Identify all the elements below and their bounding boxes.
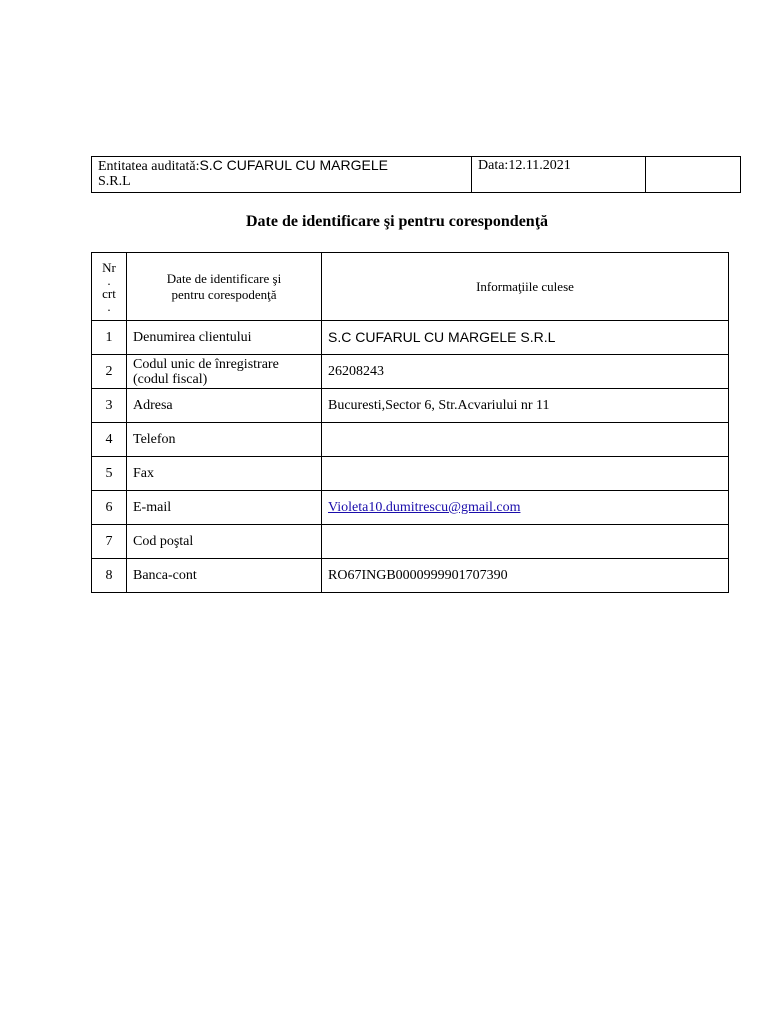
table-row <box>92 559 729 593</box>
audit-date-label: Data: <box>478 158 509 173</box>
row-field-label <box>127 355 322 389</box>
audited-entity-name: S.C CUFARUL CU MARGELE <box>199 157 388 173</box>
audited-entity-cell <box>92 157 472 193</box>
audit-header-row <box>92 157 741 193</box>
table-row <box>92 457 729 491</box>
row-number: 6 <box>92 491 127 525</box>
row-value <box>322 491 729 525</box>
row-value <box>322 525 729 559</box>
row-number: 1 <box>92 321 127 355</box>
table-row <box>92 321 729 355</box>
header-field-line: pentru corespodenţă <box>171 286 277 302</box>
header-info-collected: Informaţiile culese <box>322 253 729 321</box>
row-field-label-line: (codul fiscal) <box>133 371 208 387</box>
audited-entity-name-suffix: S.R.L <box>98 174 131 189</box>
row-field-label: Telefon <box>127 423 322 457</box>
table-row <box>92 491 729 525</box>
row-field-label-line: Codul unic de înregistrare <box>133 356 279 372</box>
row-field-label: Cod poştal <box>127 525 322 559</box>
row-number: 4 <box>92 423 127 457</box>
table-header-row <box>92 253 729 321</box>
header-field-line: Date de identificare şi <box>166 270 282 286</box>
identification-table <box>91 252 729 593</box>
row-field-label: Denumirea clientului <box>127 321 322 355</box>
row-number: 7 <box>92 525 127 559</box>
row-value: Bucuresti,Sector 6, Str.Acvariului nr 11 <box>322 389 729 423</box>
table-row <box>92 525 729 559</box>
audit-date-cell <box>472 157 646 193</box>
row-number: 2 <box>92 355 127 389</box>
row-number: 5 <box>92 457 127 491</box>
header-nr-part: crt <box>102 285 116 301</box>
row-value <box>322 321 729 355</box>
row-value <box>322 423 729 457</box>
row-number: 3 <box>92 389 127 423</box>
audit-header-table <box>91 156 741 193</box>
header-nr-part: . <box>107 298 111 314</box>
row-field-label: Banca-cont <box>127 559 322 593</box>
email-link[interactable]: Violeta10.dumitrescu@gmail.com <box>328 500 521 515</box>
table-row <box>92 389 729 423</box>
header-empty-cell <box>646 157 741 193</box>
page-title: Date de identificare şi pentru corespondenţă <box>245 213 549 230</box>
row-number: 8 <box>92 559 127 593</box>
header-nr-part: . <box>107 272 111 288</box>
row-field-label: E-mail <box>127 491 322 525</box>
table-row <box>92 355 729 389</box>
header-field-name <box>127 253 322 321</box>
header-nr-part: Nr <box>102 259 116 275</box>
row-value: RO67INGB0000999901707390 <box>322 559 729 593</box>
header-nr-crt <box>92 253 127 321</box>
row-value: 26208243 <box>322 355 729 389</box>
row-value <box>322 457 729 491</box>
table-row <box>92 423 729 457</box>
audited-entity-label: Entitatea auditată: <box>98 159 200 174</box>
client-name-value: S.C CUFARUL CU MARGELE S.R.L <box>328 328 556 345</box>
row-field-label: Adresa <box>127 389 322 423</box>
row-field-label: Fax <box>127 457 322 491</box>
audit-date-value: 12.11.2021 <box>508 158 571 173</box>
